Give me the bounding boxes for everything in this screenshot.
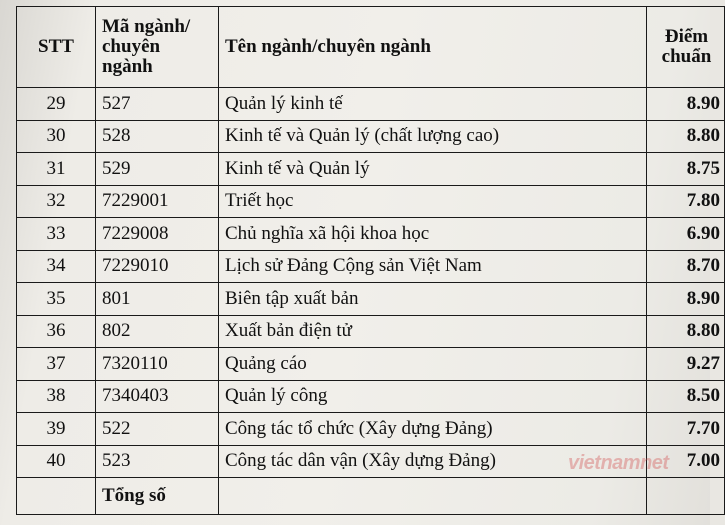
table-row <box>17 315 725 348</box>
row-stt: 34 <box>17 250 96 283</box>
row-score: 8.90 <box>647 88 725 121</box>
row-score: 7.70 <box>647 413 725 446</box>
row-score: 9.27 <box>647 348 725 381</box>
row-score: 8.80 <box>647 315 725 348</box>
row-code: 522 <box>96 413 219 446</box>
table-row <box>17 413 725 446</box>
row-stt: 30 <box>17 120 96 153</box>
row-name: Triết học <box>219 185 647 218</box>
admission-score-table <box>16 6 725 515</box>
table-row <box>17 218 725 251</box>
row-stt: 37 <box>17 348 96 381</box>
row-code: 523 <box>96 445 219 478</box>
table-row <box>17 153 725 186</box>
header-stt: STT <box>17 7 96 88</box>
row-score: 7.00 <box>647 445 725 478</box>
row-name: Xuất bản điện tử <box>219 315 647 348</box>
row-stt: 38 <box>17 380 96 413</box>
row-score: 7.80 <box>647 185 725 218</box>
row-name: Quản lý công <box>219 380 647 413</box>
row-stt: 31 <box>17 153 96 186</box>
row-stt: 32 <box>17 185 96 218</box>
header-code: Mã ngành/ chuyên ngành <box>96 7 219 88</box>
table-row <box>17 250 725 283</box>
row-stt: 35 <box>17 283 96 316</box>
row-code: 7229010 <box>96 250 219 283</box>
table-row <box>17 380 725 413</box>
watermark-logo: vietnamnet <box>568 452 669 474</box>
table-row <box>17 120 725 153</box>
table-row <box>17 348 725 381</box>
row-name: Chủ nghĩa xã hội khoa học <box>219 218 647 251</box>
row-stt: 40 <box>17 445 96 478</box>
table-row <box>17 283 725 316</box>
total-name-cell <box>219 478 647 515</box>
total-label: Tổng số <box>96 478 219 515</box>
row-stt: 39 <box>17 413 96 446</box>
row-name: Kinh tế và Quản lý (chất lượng cao) <box>219 120 647 153</box>
total-row <box>17 478 725 515</box>
row-score: 8.50 <box>647 380 725 413</box>
row-code: 7320110 <box>96 348 219 381</box>
table-row <box>17 445 725 478</box>
row-code: 528 <box>96 120 219 153</box>
row-name: Quản lý kinh tế <box>219 88 647 121</box>
row-score: 8.80 <box>647 120 725 153</box>
row-name: Công tác dân vận (Xây dựng Đảng) <box>219 445 647 478</box>
row-code: 7340403 <box>96 380 219 413</box>
row-score: 8.90 <box>647 283 725 316</box>
row-code: 7229008 <box>96 218 219 251</box>
table-row <box>17 88 725 121</box>
row-code: 801 <box>96 283 219 316</box>
header-name: Tên ngành/chuyên ngành <box>219 7 647 88</box>
row-score: 8.70 <box>647 250 725 283</box>
row-code: 802 <box>96 315 219 348</box>
table-row <box>17 185 725 218</box>
row-stt: 33 <box>17 218 96 251</box>
row-stt: 29 <box>17 88 96 121</box>
row-stt: 36 <box>17 315 96 348</box>
row-score: 6.90 <box>647 218 725 251</box>
row-name: Công tác tổ chức (Xây dựng Đảng) <box>219 413 647 446</box>
header-score: Điểm chuẩn <box>647 7 725 88</box>
row-code: 7229001 <box>96 185 219 218</box>
row-name: Biên tập xuất bản <box>219 283 647 316</box>
total-stt-cell <box>17 478 96 515</box>
row-name: Quảng cáo <box>219 348 647 381</box>
row-code: 529 <box>96 153 219 186</box>
row-name: Lịch sử Đảng Cộng sản Việt Nam <box>219 250 647 283</box>
table-header-row <box>17 7 725 88</box>
total-score-cell <box>647 478 725 515</box>
row-score: 8.75 <box>647 153 725 186</box>
row-name: Kinh tế và Quản lý <box>219 153 647 186</box>
row-code: 527 <box>96 88 219 121</box>
